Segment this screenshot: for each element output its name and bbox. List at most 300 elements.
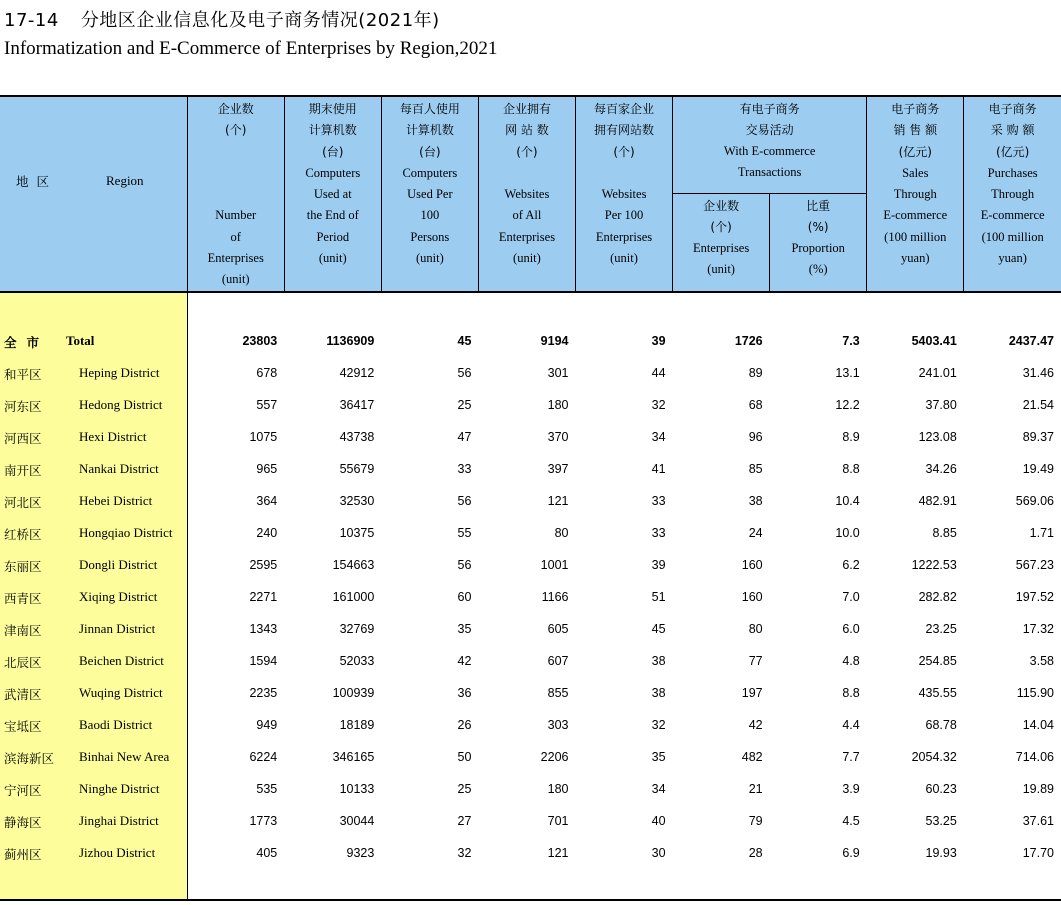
header-en-line: 100 (420, 208, 440, 223)
value-cell: 23803 (242, 333, 278, 348)
value-cell: 36 (457, 685, 472, 700)
value-cell: 6.9 (842, 845, 860, 860)
value-cell: 35 (457, 621, 472, 636)
header-cn-line: (亿元) (995, 144, 1030, 159)
header-en-line: Used at (313, 187, 352, 202)
region-name-en: Wuqing District (79, 684, 163, 700)
value-cell: 25 (457, 397, 472, 412)
value-cell: 50 (457, 749, 472, 764)
value-cell: 241.01 (918, 365, 957, 380)
value-cell: 12.2 (835, 397, 860, 412)
region-name-cn: 和平区 (4, 366, 42, 382)
region-name-en: Hongqiao District (79, 524, 173, 540)
value-cell-pad (478, 869, 575, 900)
header-en-line: Enterprises (498, 229, 556, 244)
value-cell: 8.8 (842, 461, 860, 476)
header-en-line: Websites (601, 187, 647, 202)
value-cell: 42912 (339, 365, 375, 380)
value-cell: 10.4 (835, 493, 860, 508)
region-cell (0, 325, 187, 357)
region-name-cn: 滨海新区 (4, 750, 55, 766)
header-ecom-group (673, 96, 867, 194)
value-cell: 26 (457, 717, 472, 732)
value-cell: 41 (651, 461, 666, 476)
value-cell: 2437.47 (1008, 333, 1054, 348)
value-cell: 13.1 (835, 365, 860, 380)
value-cell: 24 (748, 525, 763, 540)
value-cell: 80 (554, 525, 569, 540)
value-cell: 121 (547, 845, 569, 860)
value-cell: 1726 (734, 333, 763, 348)
value-cell: 161000 (332, 589, 375, 604)
value-cell: 121 (547, 493, 569, 508)
header-unit: (unit) (221, 272, 250, 287)
value-cell: 38 (651, 685, 666, 700)
table-body (0, 292, 1061, 900)
header-en-line: of (230, 229, 241, 244)
value-cell: 60 (457, 589, 472, 604)
value-cell-pad (575, 869, 672, 900)
header-unit: (unit) (415, 251, 444, 266)
header-en-line: Through (991, 187, 1035, 202)
region-cell (0, 837, 187, 869)
value-cell: 38 (651, 653, 666, 668)
value-cell: 53.25 (925, 813, 957, 828)
region-name-cn: 河东区 (4, 398, 42, 414)
value-cell: 1166 (541, 589, 569, 604)
header-cn-line: (%) (807, 220, 829, 235)
value-cell: 567.23 (1015, 557, 1054, 572)
value-cell: 19.93 (925, 845, 957, 860)
region-name-cn: 武清区 (4, 686, 42, 702)
value-cell: 557 (256, 397, 278, 412)
value-cell-pad (381, 869, 478, 900)
region-name-cn: 全市 (4, 334, 50, 350)
value-cell: 35 (651, 749, 666, 764)
region-name-en: Jizhou District (79, 844, 156, 860)
region-cell (0, 357, 187, 389)
header-cn-line: (台) (419, 144, 441, 159)
value-cell: 714.06 (1015, 749, 1054, 764)
region-name-en: Hexi District (79, 428, 147, 444)
value-cell: 10133 (339, 781, 375, 796)
header-en-line: Enterprises (207, 251, 264, 266)
region-name-cn: 蓟州区 (4, 846, 42, 862)
header-cn-line: 拥有网站数 (594, 123, 655, 138)
table-row (0, 837, 1061, 869)
value-cell: 115.90 (1016, 685, 1054, 700)
region-name-en: Dongli District (79, 556, 158, 572)
header-region (0, 96, 187, 292)
value-cell: 96 (748, 429, 763, 444)
value-cell: 5403.41 (911, 333, 957, 348)
value-cell: 52033 (339, 653, 375, 668)
value-cell: 17.70 (1022, 845, 1054, 860)
value-cell-pad (770, 869, 867, 900)
region-name-cn: 东丽区 (4, 558, 42, 574)
header-en-line: yuan) (998, 251, 1027, 266)
value-cell: 33 (651, 525, 666, 540)
value-cell-pad (673, 869, 770, 900)
header-ecom-enterprises (673, 194, 770, 292)
value-cell: 569.06 (1015, 493, 1054, 508)
table-end-row (0, 869, 1061, 900)
value-cell: 37.80 (925, 397, 957, 412)
header-en-line: Number (215, 208, 257, 223)
value-cell: 2054.32 (911, 749, 957, 764)
value-cell: 21 (748, 781, 763, 796)
value-cell: 19.89 (1022, 781, 1054, 796)
value-cell: 2235 (249, 685, 278, 700)
region-name-en: Heping District (79, 364, 160, 380)
region-name-en: Beichen District (79, 652, 164, 668)
region-name-cn: 西青区 (4, 590, 42, 606)
value-cell: 89 (748, 365, 763, 380)
value-cell: 364 (256, 493, 278, 508)
value-cell: 56 (457, 557, 472, 572)
header-cn-line: 计算机数 (405, 123, 454, 138)
value-cell: 51 (651, 589, 666, 604)
header-region-cn: 地区 (16, 174, 58, 189)
value-cell: 282.82 (918, 589, 957, 604)
value-cell: 21.54 (1022, 397, 1054, 412)
value-cell: 4.5 (842, 813, 860, 828)
value-cell: 4.8 (842, 653, 860, 668)
value-cell: 47 (457, 429, 472, 444)
header-cn-line: 采 购 额 (990, 123, 1035, 138)
header-unit: (unit) (513, 251, 541, 266)
header-col (575, 96, 672, 292)
value-cell: 6.2 (842, 557, 860, 572)
header-en-line: Proportion (791, 241, 845, 256)
region-name-cn: 南开区 (4, 462, 42, 478)
region-name-cn: 宝坻区 (4, 718, 42, 734)
value-cell: 254.85 (918, 653, 957, 668)
region-cell (0, 389, 187, 421)
value-cell: 482 (741, 749, 763, 764)
header-cn-line: 期末使用 (308, 102, 357, 116)
value-cell: 160 (741, 557, 763, 572)
value-cell: 1222.53 (911, 557, 957, 572)
value-cell-pad (284, 869, 381, 900)
value-cell: 1136909 (326, 333, 375, 348)
header-cn-line: 有电子商务 (739, 102, 800, 116)
table-row (0, 517, 1061, 549)
region-name-en: Baodi District (79, 716, 153, 732)
value-cell: 160 (741, 589, 763, 604)
value-cell: 346165 (332, 749, 375, 764)
header-col (381, 96, 478, 292)
value-cell: 9323 (346, 845, 375, 860)
region-cell (0, 805, 187, 837)
data-table (0, 95, 1061, 901)
header-cn-line: 企业数 (703, 199, 740, 214)
region-cell (0, 741, 187, 773)
region-name-en: Xiqing District (79, 588, 158, 604)
header-cn-line: 电子商务 (891, 102, 940, 116)
value-cell: 45 (457, 333, 472, 348)
region-name-cn: 静海区 (4, 814, 42, 830)
value-cell: 949 (256, 717, 278, 732)
header-unit: (unit) (610, 251, 638, 266)
header-col (478, 96, 575, 292)
value-cell: 28 (748, 845, 763, 860)
value-cell: 100939 (332, 685, 375, 700)
value-cell: 14.04 (1022, 717, 1054, 732)
header-unit: (unit) (318, 251, 347, 266)
region-name-cn: 红桥区 (4, 526, 42, 542)
value-cell: 32 (457, 845, 472, 860)
header-cn-line: 电子商务 (988, 102, 1037, 116)
value-cell: 43738 (339, 429, 375, 444)
table-row (0, 421, 1061, 453)
region-name-en: Nankai District (79, 460, 159, 476)
header-en-line: Per 100 (604, 208, 644, 223)
region-cell (0, 549, 187, 581)
value-cell: 55 (457, 525, 472, 540)
region-name-cn: 宁河区 (4, 782, 42, 798)
header-sales (867, 96, 964, 292)
value-cell: 301 (547, 365, 569, 380)
value-cell: 1594 (249, 653, 278, 668)
header-en-line: the End of (306, 208, 359, 223)
header-en-line: Persons (410, 229, 450, 244)
region-cell (0, 645, 187, 677)
value-cell: 34.26 (925, 461, 957, 476)
value-cell: 197 (741, 685, 763, 700)
value-cell: 39 (651, 557, 666, 572)
value-cell: 397 (547, 461, 569, 476)
value-cell: 8.85 (932, 525, 957, 540)
header-en-line: Computers (402, 165, 458, 180)
region-name-en: Jinghai District (79, 812, 159, 828)
region-name-en: Hedong District (79, 396, 163, 412)
header-cn-line: 比重 (806, 199, 831, 214)
value-cell: 38 (748, 493, 763, 508)
value-cell: 7.0 (842, 589, 860, 604)
value-cell: 44 (651, 365, 666, 380)
region-name-en: Jinnan District (79, 620, 156, 636)
header-cn-line: (亿元) (898, 144, 932, 159)
header-col (187, 96, 284, 292)
value-cell: 7.3 (842, 333, 860, 348)
value-cell: 2595 (249, 557, 278, 572)
value-cell: 34 (651, 429, 666, 444)
header-cn-line: 交易活动 (745, 123, 794, 137)
value-cell: 1773 (249, 813, 278, 828)
value-cell: 197.52 (1015, 589, 1054, 604)
table-row (0, 453, 1061, 485)
value-cell: 678 (256, 365, 278, 380)
value-cell: 80 (748, 621, 763, 636)
region-name-en: Binhai New Area (79, 748, 170, 764)
table-row (0, 549, 1061, 581)
value-cell: 45 (651, 621, 666, 636)
value-cell: 42 (748, 717, 763, 732)
region-name-cn: 河北区 (4, 494, 42, 510)
value-cell: 56 (457, 365, 472, 380)
value-cell: 240 (256, 525, 278, 540)
header-region-en: Region (106, 173, 144, 188)
header-cn-line: 网 站 数 (505, 123, 549, 138)
value-cell: 39 (651, 333, 666, 348)
value-cell: 32530 (339, 493, 375, 508)
value-cell: 154663 (332, 557, 375, 572)
value-cell: 18189 (339, 717, 375, 732)
region-cell (0, 709, 187, 741)
value-cell: 79 (748, 813, 763, 828)
table-row (0, 645, 1061, 677)
header-unit: (unit) (707, 262, 735, 277)
table-row (0, 581, 1061, 613)
value-cell: 10.0 (835, 525, 860, 540)
value-cell: 85 (748, 461, 763, 476)
region-name-en: Hebei District (79, 492, 153, 508)
region-cell-pad (0, 869, 187, 900)
table-title-en: Informatization and E-Commerce of Enterprises by Region,2021 (4, 38, 498, 59)
value-cell: 1343 (249, 621, 278, 636)
region-name-cn: 津南区 (4, 622, 42, 638)
value-cell: 36417 (339, 397, 375, 412)
header-cn-line: (个) (516, 144, 538, 159)
value-cell: 405 (256, 845, 278, 860)
table-row (0, 485, 1061, 517)
region-cell (0, 613, 187, 645)
value-cell: 37.61 (1022, 813, 1054, 828)
value-cell: 68.78 (925, 717, 957, 732)
value-cell: 3.9 (842, 781, 860, 796)
table-row (0, 357, 1061, 389)
value-cell: 32 (651, 397, 666, 412)
value-cell: 34 (651, 781, 666, 796)
header-en-line: Used Per (407, 187, 453, 202)
header-en-line: yuan) (901, 251, 930, 266)
header-cn-line: (个) (613, 144, 635, 159)
value-cell: 56 (457, 493, 472, 508)
header-en-line: With E-commerce (723, 144, 816, 158)
value-cell: 535 (256, 781, 278, 796)
value-cell: 30044 (339, 813, 375, 828)
header-en-line: Enterprises (595, 229, 653, 244)
value-cell: 30 (651, 845, 666, 860)
value-cell: 27 (457, 813, 472, 828)
value-cell: 10375 (339, 525, 375, 540)
table-row (0, 709, 1061, 741)
value-cell: 17.32 (1022, 621, 1054, 636)
table-title-cn (4, 6, 440, 32)
header-en-line: (100 million (981, 229, 1044, 244)
value-cell: 303 (547, 717, 569, 732)
region-name-en: Total (66, 332, 95, 348)
header-cn-line: (台) (322, 144, 344, 159)
value-cell: 180 (547, 781, 569, 796)
value-cell: 33 (457, 461, 472, 476)
header-en-line: E-commerce (883, 208, 948, 223)
table-title-cn-text: 分地区企业信息化及电子商务情况(2021年) (80, 10, 440, 31)
value-cell: 77 (748, 653, 763, 668)
value-cell: 180 (547, 397, 569, 412)
value-cell: 607 (547, 653, 569, 668)
total-row (0, 325, 1061, 357)
value-cell: 2206 (540, 749, 569, 764)
header-cn-line: 每百人使用 (399, 102, 460, 116)
value-cell: 60.23 (925, 781, 957, 796)
value-cell: 6224 (249, 749, 278, 764)
table-header (0, 96, 1061, 292)
header-cn-line: 销 售 额 (893, 123, 938, 138)
region-cell (0, 581, 187, 613)
region-cell (0, 517, 187, 549)
value-cell: 8.8 (842, 685, 860, 700)
value-cell: 435.55 (918, 685, 957, 700)
header-en-line: Enterprises (692, 241, 750, 256)
header-unit: (%) (808, 262, 828, 277)
header-en-line: Sales (902, 165, 929, 180)
value-cell: 3.58 (1029, 653, 1054, 668)
value-cell: 8.9 (842, 429, 860, 444)
value-cell: 1075 (249, 429, 278, 444)
value-cell: 1.71 (1029, 525, 1054, 540)
value-cell: 68 (748, 397, 763, 412)
region-name-cn: 北辰区 (4, 654, 42, 670)
value-cell: 4.4 (842, 717, 860, 732)
header-en-line: Purchases (987, 165, 1038, 180)
value-cell: 370 (547, 429, 569, 444)
value-cell: 89.37 (1022, 429, 1054, 444)
value-cell-pad (964, 869, 1061, 900)
header-cn-line: (个) (225, 123, 247, 138)
header-en-line: E-commerce (980, 208, 1045, 223)
region-cell (0, 485, 187, 517)
table-row (0, 613, 1061, 645)
header-en-line: Period (316, 229, 350, 244)
value-cell: 32 (651, 717, 666, 732)
header-cn-line: (个) (710, 220, 732, 235)
region-cell (0, 421, 187, 453)
value-cell: 6.0 (842, 621, 860, 636)
value-cell: 965 (256, 461, 278, 476)
value-cell: 2271 (249, 589, 278, 604)
header-purchases (964, 96, 1061, 292)
region-cell (0, 677, 187, 709)
table-number: 17-14 (4, 10, 59, 31)
table-row (0, 805, 1061, 837)
header-cn-line: 企业拥有 (502, 102, 551, 116)
table-row (0, 677, 1061, 709)
header-cn-line: 每百家企业 (594, 102, 655, 116)
value-cell-pad (867, 869, 964, 900)
value-cell: 55679 (339, 461, 375, 476)
region-cell (0, 773, 187, 805)
header-en-line: Through (893, 187, 937, 202)
header-gap-row (0, 292, 1061, 325)
value-cell: 19.49 (1022, 461, 1054, 476)
header-en-line: (100 million (884, 229, 947, 244)
header-cn-line: 计算机数 (308, 123, 357, 138)
header-en-line: Websites (504, 187, 550, 202)
value-cell: 9194 (540, 333, 569, 348)
region-name-en: Ninghe District (79, 780, 160, 796)
header-ecom-proportion (770, 194, 867, 292)
table-row (0, 741, 1061, 773)
region-cell (0, 453, 187, 485)
value-cell: 42 (457, 653, 472, 668)
value-cell: 482.91 (918, 493, 957, 508)
header-en-line: of All (512, 208, 542, 223)
region-name-cn: 河西区 (4, 430, 42, 446)
value-cell: 605 (547, 621, 569, 636)
value-cell: 1001 (540, 557, 569, 572)
